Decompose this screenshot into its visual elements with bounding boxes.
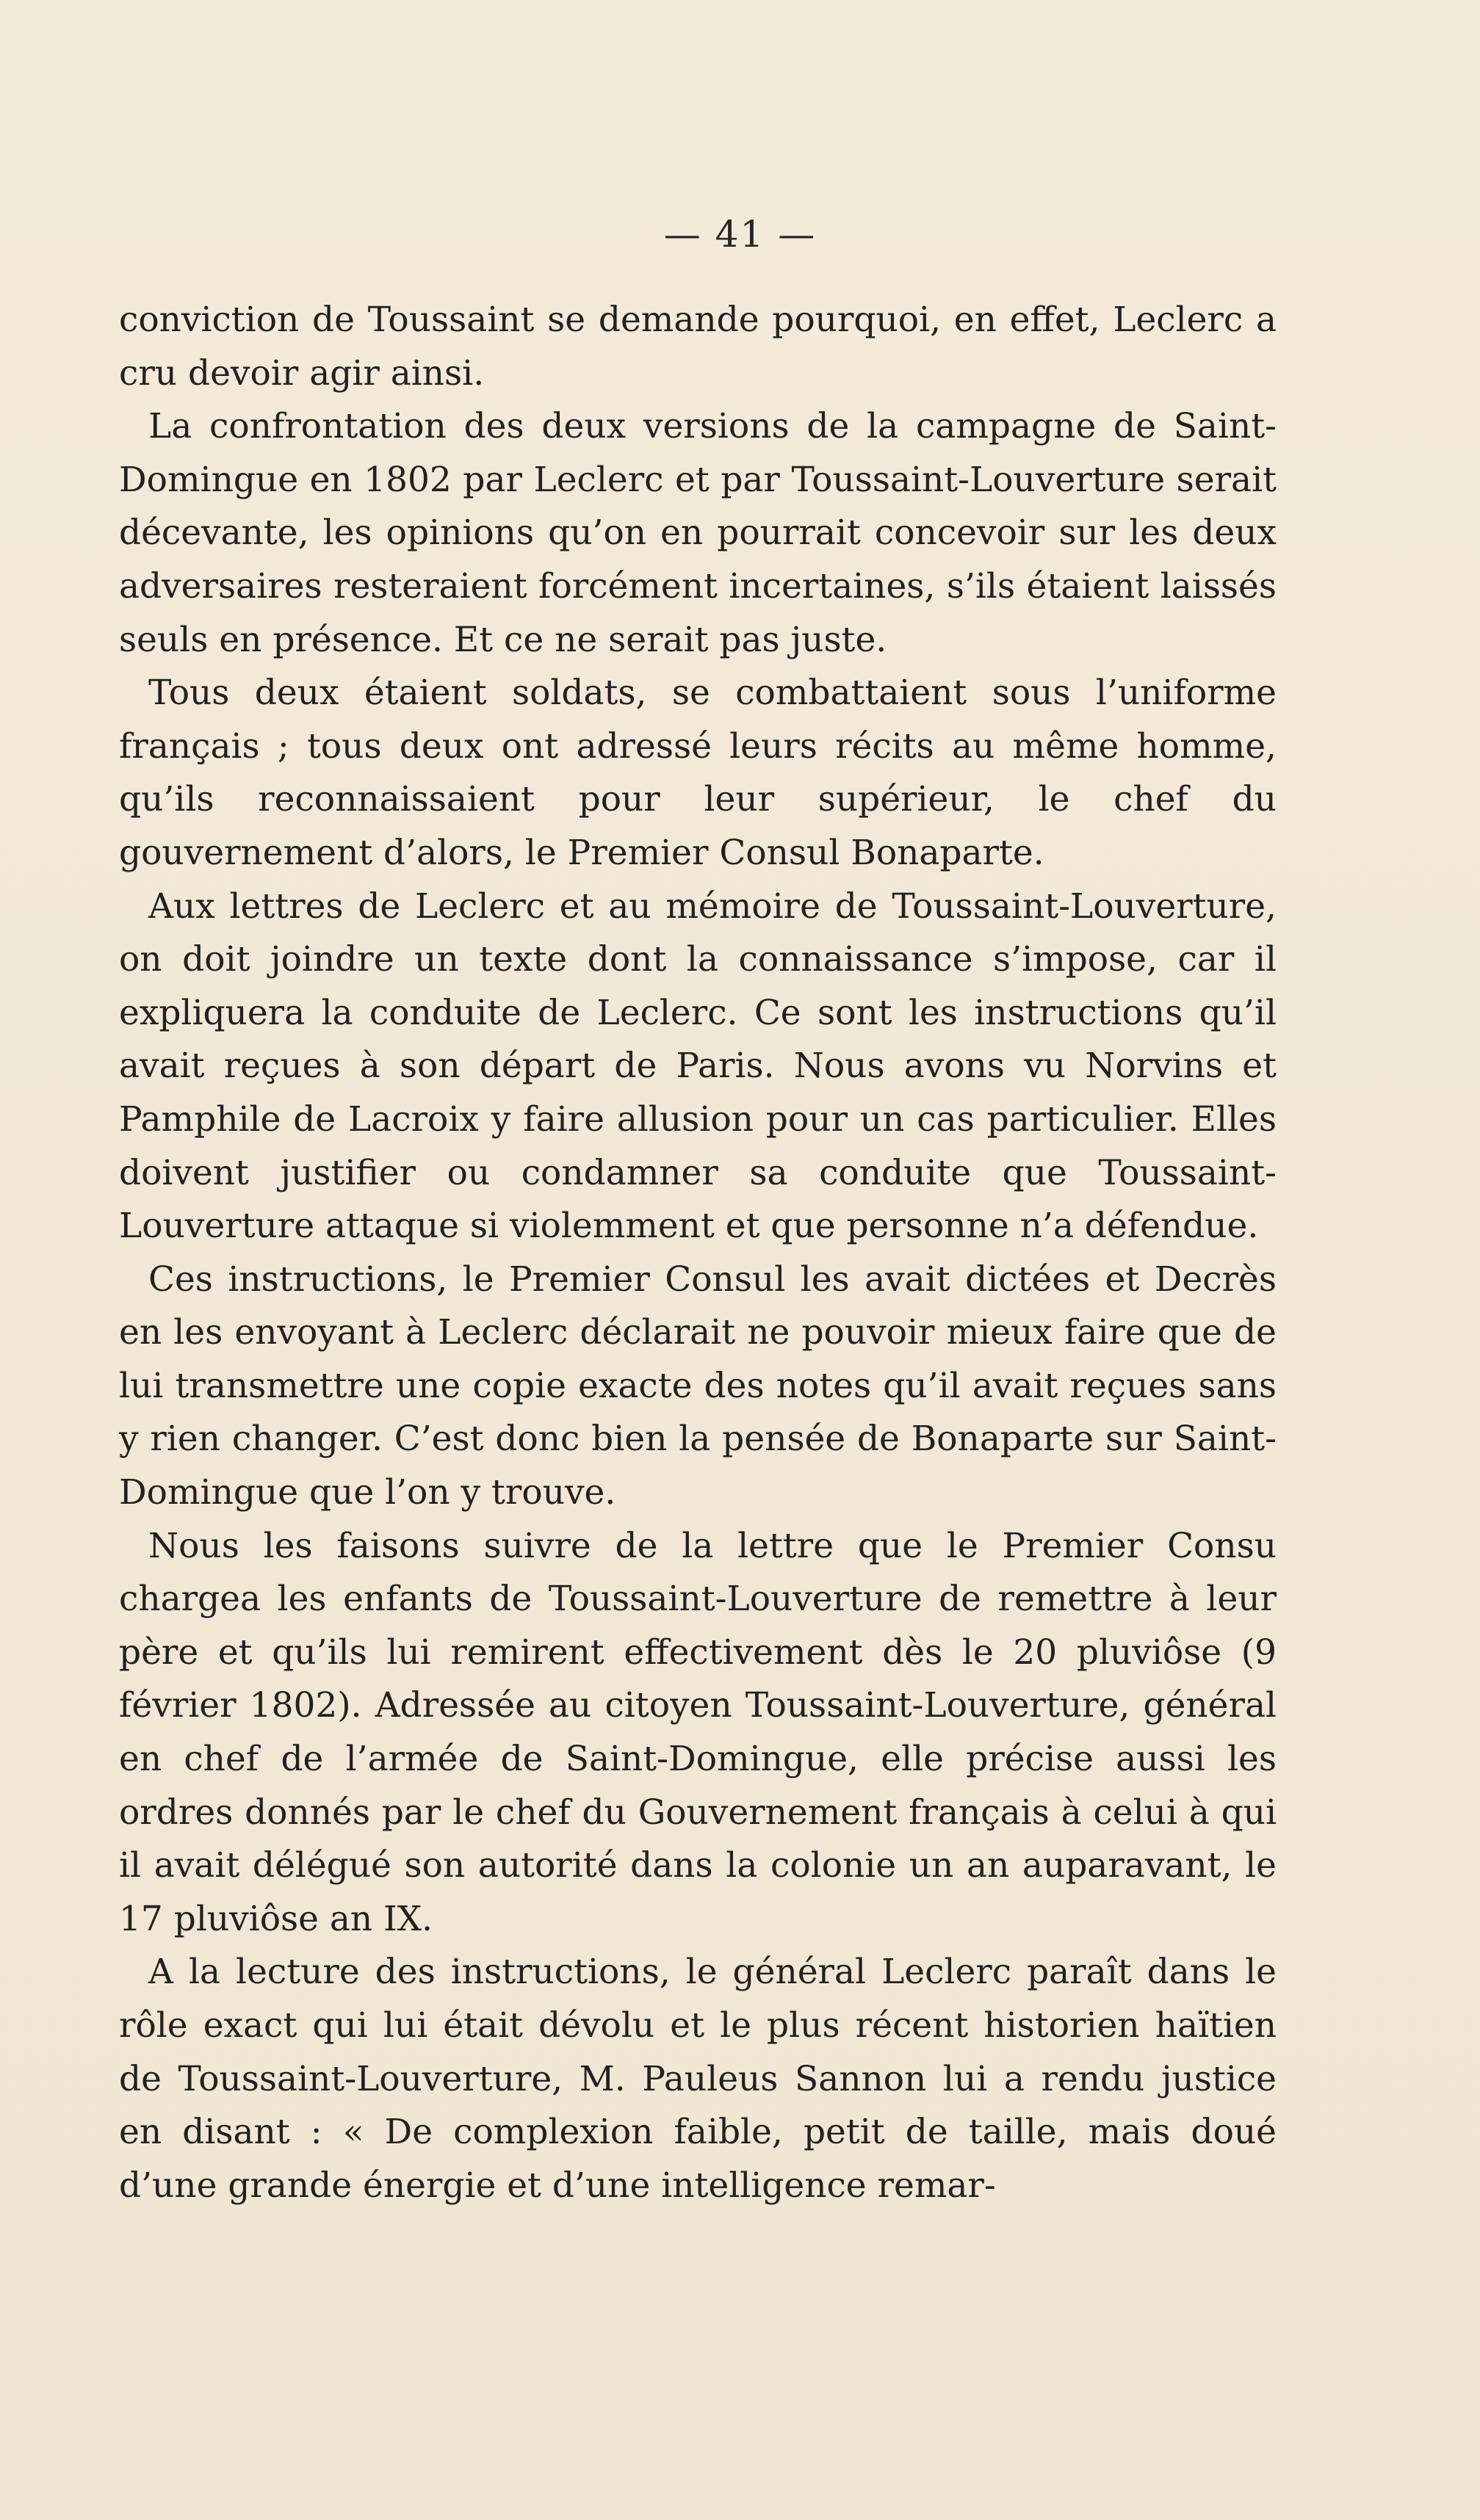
- paragraph-5: Ces instructions, le Premier Consul les avait dictées et Decrès en les envoyant à Leclerc déclarait ne pouvoir mieux faire que de lui transmettre une copie exacte des notes qu’il avait reçues sans y rien changer. C’est donc bien la pensée de Bonaparte sur Saint-Domingue que l’on y trouve.: [119, 1259, 1277, 1513]
- paragraph-2: La confrontation des deux versions de la campagne de Saint-Domingue en 1802 par Leclerc et par Toussaint-Louverture serait décevante, les opinions qu’on en pourrait concevoir sur les deux adversaires resteraient forcément incertaines, s’ils étaient laissés seuls en présence. Et ce ne serait pas juste.: [119, 406, 1277, 660]
- paragraph-6: Nous les faisons suivre de la lettre que le Premier Consu chargea les enfants de Toussaint-Louverture de remettre à leur père et qu’ils lui remirent effectivement dès le 20 pluviôse (9 février 1802). Adressée au citoyen Toussaint-Louverture, général en chef de l’armée de Saint-Domingue, elle précise aussi les ordres donnés par le chef du Gouvernement français à celui à qui il avait délégué son autorité dans la colonie un an auparavant, le 17 pluviôse an IX.: [119, 1525, 1277, 1939]
- body-text: [119, 294, 1277, 2212]
- page-number: — 41 —: [663, 213, 817, 256]
- paragraph-7: A la lecture des instructions, le général Leclerc paraît dans le rôle exact qui lui était dévolu et le plus récent historien haïtien de Toussaint-Louverture, M. Pauleus Sannon lui a rendu justice en disant : « De complexion faible, petit de taille, mais doué d’une grande énergie et d’une intelligence remar-: [119, 1952, 1277, 2206]
- paragraph-4: Aux lettres de Leclerc et au mémoire de Toussaint-Louverture, on doit joindre un texte dont la connaissance s’impose, car il expliquera la conduite de Leclerc. Ce sont les instructions qu’il avait reçues à son départ de Paris. Nous avons vu Norvins et Pamphile de Lacroix y faire allusion pour un cas particulier. Elles doivent justifier ou condamner sa conduite que Toussaint-Louverture attaque si violemment et que personne n’a défendue.: [119, 886, 1277, 1247]
- paragraph-1: conviction de Toussaint se demande pourquoi, en effet, Leclerc a cru devoir agir ainsi.: [119, 300, 1277, 394]
- paragraph-3: Tous deux étaient soldats, se combattaient sous l’uniforme français ; tous deux ont adressé leurs récits au même homme, qu’ils reconnaissaient pour leur supérieur, le chef du gouvernement d’alors, le Premier Consul Bonaparte.: [119, 673, 1277, 873]
